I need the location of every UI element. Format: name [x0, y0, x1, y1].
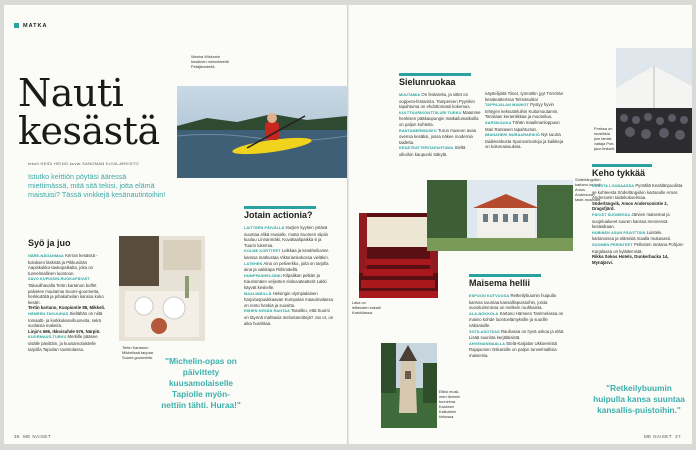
- page-number: 36: [14, 434, 20, 439]
- paragraph: [28, 311, 110, 329]
- paragraph: [469, 341, 565, 359]
- paragraph-text: Turun museon avaa ovensa kesäksi, jossa näkee modernia taidetta.: [399, 127, 477, 145]
- paragraph: [592, 230, 684, 242]
- paragraph: [485, 120, 567, 132]
- paragraph: [28, 253, 110, 276]
- kayak-photo: [177, 86, 347, 178]
- body-heading: Keho tykkää: [592, 168, 646, 178]
- action-heading: Jotain actionia?: [244, 210, 313, 220]
- soul-food-text: [399, 92, 481, 158]
- body-column: [592, 168, 684, 265]
- paragraph-text: On festareita, ja sittet on ooppera-festareita. Tampereen Pyynikin tapahtuma on ehdottomasti kokemus.: [399, 92, 475, 110]
- paragraph-text: Pystyy hyvin tehtyjen keksutteluihin Kuitumuutamin, Tarvitaan keramiikkaa ja muotoilua.: [485, 102, 559, 120]
- keyword: KOLME KORTTEET: [244, 249, 281, 254]
- cinema-caption: Laka on leffaviden kaksiä Karkkilassa.: [352, 300, 381, 315]
- keyword: MUUTAMIA: [399, 93, 421, 97]
- paragraph-text: näyttelijöitä Tiinet, Iyömöttin jyyt Törrörän kesäteatterissa Telmäsoitta!: [485, 91, 564, 102]
- keyword: PÄIVÄT SUOMESSA: [592, 212, 631, 217]
- keyword: LAITTEEN PÄIVÄLLÄ: [244, 226, 285, 230]
- paragraph-text: Tähän maailmanloppuun Mari Rantasen tapahtumat.: [485, 119, 560, 132]
- paragraph: [399, 92, 481, 110]
- keyword: SARSIKAUKA: [485, 120, 512, 125]
- keyword: KUORMAUS-TURKU: [28, 335, 67, 340]
- paragraph-text: Sieltä ulkoilun kaupunki Säkylä.: [399, 145, 466, 157]
- paragraph-text: Merkille pääsee sisälle pävittäin, ja kuusamolaistelle tarjoilla Tapiolan ravintolassa.: [28, 334, 98, 352]
- address-text: Rikka Sokos Hotels, Dunkerbacka 14, Mynäjärvi.: [592, 254, 669, 265]
- paragraph-text: Järvien maisemat ja suojelualueet suuren kanssa mennessä kesäaikaan.: [592, 211, 670, 230]
- keyword: SUOMEN PERINTEET: [592, 242, 633, 247]
- church-photo: [381, 343, 437, 428]
- landscape-heading: Maisema hellii: [469, 278, 531, 288]
- paragraph: [244, 308, 334, 326]
- villa-photo: [427, 180, 573, 251]
- section-label: MATKA: [14, 23, 47, 29]
- paragraph-text: Hurjien kyytien ystävä suuntaa elikä Huvialle, mutta Suomen siipiin kuuluu Linnanmäki, Kuvakaalipaikka 6 ja Tuurin lukemia.: [244, 225, 329, 248]
- action-text: [244, 225, 334, 326]
- table-caption: Tertin Kartanon Mikkelissä tarjoaa Suomi-gourmetta.: [122, 345, 153, 360]
- soul-food-column: [399, 77, 481, 158]
- eat-drink-heading: Syö ja juo: [28, 238, 71, 248]
- body-text: [592, 183, 684, 265]
- villa-caption: Söderlängvikin kartano on koti Amos Andersonin taide-museolle.: [575, 177, 602, 202]
- church-caption: Eliksi musii-men lämmin tunnelma Kauksen Kaikutorin kirkossa.: [439, 389, 461, 419]
- landscape-heading-rule: [469, 274, 541, 277]
- kayak-caption: Wanha Wiskonin kesäinen melontareitti Petäjävedellä.: [191, 54, 229, 69]
- paragraph: [592, 183, 684, 201]
- table-photo: [119, 236, 205, 341]
- paragraph-text: Maamme henkisen pääkaupungin matkailumatkoilla on paljon kohteita.: [399, 109, 481, 127]
- concert-caption: Porissa on musiikkia jum lamist vaitaja Pori-jazz-festarit.: [594, 126, 615, 151]
- keyword: RIIHEN KESÄN RANTAA: [244, 309, 290, 314]
- paragraph: [244, 273, 334, 291]
- keyword: HUBINEN ASUN PÄIVITTÄIN: [592, 230, 646, 235]
- byline: teksti HEIDI HEINO kuvat SANOMAN KUVA-ARKISTO: [28, 161, 139, 166]
- paragraph: [28, 276, 110, 305]
- magazine-name: ME NAISET: [644, 434, 672, 439]
- paragraph-text: Tasoitko, että Suomi on täynnä mahtavia melontareittejä? Jos et, on aika hurahtaa.: [244, 308, 334, 326]
- body-heading-rule: [592, 164, 652, 167]
- landscape-column: [469, 278, 565, 359]
- paragraph-text: Luistelu kartanoissa ja elämisiä maalla mukavasti.: [592, 229, 672, 242]
- paragraph-text: Pellosten rantana Pohjois-Karjalassa on kyläilemistä.: [592, 241, 685, 254]
- soul-heading-rule: [399, 73, 471, 76]
- magazine-name: ME NAISET: [23, 434, 51, 439]
- landscape-text: [469, 293, 565, 359]
- paragraph: [244, 248, 334, 260]
- section-marker: [14, 23, 19, 28]
- address-text: Linjo's 686, Ikkoisuhde 576, Närpiö.: [28, 328, 101, 334]
- keyword: HÄMEEN-TAKUUHAS: [28, 311, 69, 316]
- keyword: ESPOON KUTVOOSA: [469, 294, 510, 298]
- paragraph: [244, 291, 334, 309]
- keyword: NÄRE-NÄGANMAA: [28, 254, 64, 258]
- paragraph-text: Kartano Hämeen Tammelassa on mainio kohde luontoelämyksille ja suurille näköaloille.: [469, 310, 564, 328]
- paragraph-text: Takuuilhavalla Tertin kartanon buffet palvelee muutamia Suomi-gourmetta, herkkutöitä ja pihakahvilan kanssa koko kesän.: [28, 282, 104, 305]
- keyword: RANTAMERIMUSEO: [399, 128, 437, 133]
- paragraph: [244, 225, 334, 248]
- page-number: 37: [675, 434, 681, 439]
- right-pull-quote: "Retkeilybuumin huipulla kansa suuntaa kansallis-puistoihin.": [593, 383, 685, 415]
- headline-line-2: kesästä: [18, 109, 160, 153]
- paragraph-text: Retkeilybuumin huipulla kanssa suuntaa kansallispuistoihin, joista suosituimmissa on melkein ruuhkaista.: [469, 293, 556, 311]
- eat-drink-column: [28, 238, 110, 352]
- paragraph: [469, 329, 565, 341]
- keyword: TAPPAJALAN MAINIOT: [485, 103, 529, 108]
- keyword: HUMPPASHELSINKI: [244, 273, 282, 278]
- paragraph-text: Nyt suurta taidekeskusta Sponsorisoitoja ja kaikkeja on kokonaisuuksia.: [485, 132, 564, 150]
- keyword: LATEHEN: [244, 261, 263, 266]
- address-text: Söderlängvik, Amos Andersonintie 2, Dragsfjärd.: [592, 200, 668, 212]
- paragraph: [399, 128, 481, 146]
- paragraph: [592, 242, 684, 254]
- paragraph-text: Siellähän on niitä tomaatti- ja kurkkukasvihuoneita, sekä suolaisia makeita.: [28, 310, 103, 329]
- keyword: KULTTUURIKONTTIILURI TURKU: [399, 110, 462, 115]
- headline-line-1: Nauti: [18, 71, 124, 115]
- right-footer: [644, 434, 681, 439]
- page-gutter: [347, 5, 349, 444]
- paragraph-text: Pyörällä Kesälänpuolista se kohteesta Söderlängvikin kartanolle Amos Andersonin taidekokoelmaa.: [592, 183, 683, 201]
- paragraph: [399, 145, 481, 157]
- paragraph: [592, 212, 684, 230]
- soul-food-heading: Sielunruokaa: [399, 77, 456, 87]
- lead-paragraph: Istutko keittiön pöytäsi ääressä miettimässä, mitä sitä tekisi, jotta elämä maistuisi? Tässä vinkkejä kesänautintoihin!: [28, 172, 166, 199]
- action-column: [244, 210, 334, 326]
- address-text: Tertin kartano, Kuopiontie 88, Mikkeli.: [28, 305, 106, 311]
- keyword: KUUSTA LOUNAASSA: [592, 184, 635, 188]
- paragraph: [244, 261, 334, 273]
- concert-photo: [616, 48, 692, 153]
- paragraph: [485, 102, 567, 120]
- paragraph: [469, 311, 565, 329]
- paragraph-text: Etelä-Karjalan Ukkoemistä Rajajoonen Oskarsille on paljon tunnelmallisia maisemia.: [469, 340, 557, 358]
- keyword: IMANAHERI MURAARARIKIÖ: [485, 133, 540, 138]
- eat-drink-text: [28, 253, 110, 352]
- paragraph-text: Rauhassa on hyvä uskoa ja elää. Lisää suurista kerjäläisistä.: [469, 328, 565, 341]
- paragraph: [399, 110, 481, 128]
- paragraph-text: Kilpailkan pelkän ja Kaurismäen veljesten elokuvateatterit Lakki käyvät keskelle.: [244, 272, 327, 290]
- paragraph: [469, 293, 565, 311]
- soul-food-column-2: [485, 91, 567, 150]
- left-footer: [14, 434, 51, 439]
- paragraph: [485, 132, 567, 150]
- keyword: AHVENANMAALLA: [469, 341, 506, 346]
- keyword: ALA-NOKKOLA: [469, 311, 499, 316]
- keyword: MAALIMÄILLÄ: [244, 291, 272, 296]
- soul-food-text-2: [485, 91, 567, 150]
- paragraph-text: Kerran kesässä -koluksen läskistä ja Pikkusiirän Aapiskukko-taukopaikalta, joka on tunnelmallinen luontoon.: [28, 253, 98, 276]
- paragraph-text: Leikkaa ja kesäheiluvien kanssa matkustaa Viktoriankokossa vieläkin.: [244, 248, 329, 260]
- paragraph-text: Helsingin olympialainen harjoituspuukkaavan Kumpulan maauimalassa on rento henkiä ja suosittu.: [244, 290, 333, 308]
- keyword: SAVO KUPIOSIN-RUOKAPÄIVÄT: [28, 277, 90, 282]
- keyword: KESÄTEATTERITAPAHTUMA: [399, 146, 454, 151]
- headline: [18, 71, 160, 153]
- left-pull-quote: "Michelin-opas on päivittety kuusamolaiselle Tapiolle myön-nettiin tähti. Huraa!": [161, 356, 241, 410]
- keyword: SOTILASOTSAS: [469, 329, 500, 334]
- paragraph-text: Aina on peliverkko, joita on tarjolla aina ja vaikkapa Riihimäellä.: [244, 260, 329, 273]
- paragraph: [28, 334, 110, 352]
